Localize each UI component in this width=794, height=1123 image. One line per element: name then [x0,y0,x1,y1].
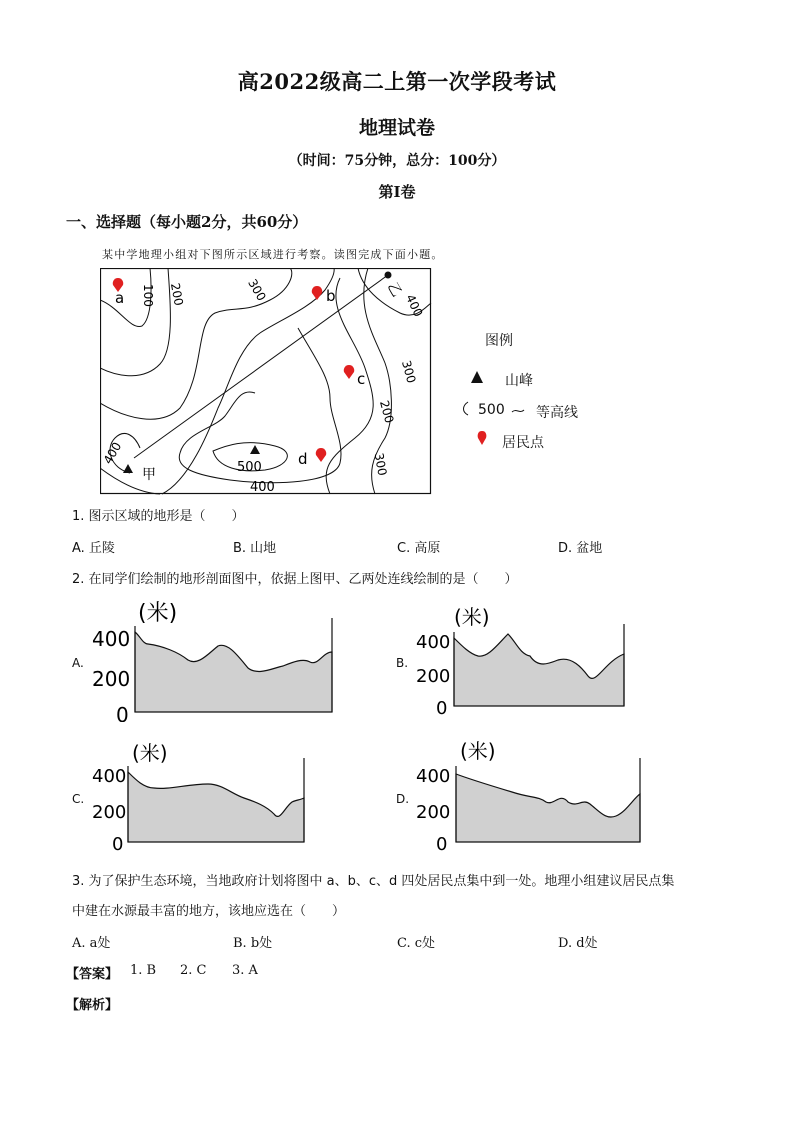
legend-contour-value: 500 [478,402,505,418]
label-yi: 乙 [383,279,405,300]
peak-icon-jia [123,464,133,473]
profile-c-tick-0: 0 [112,834,124,853]
profile-d-tick-200: 200 [416,802,451,823]
contour-label-400-jia: 400 [100,439,125,467]
profile-b-tick-200: 200 [416,666,451,687]
q3-option-a: A. a处 [72,936,111,951]
settlement-icon-d [316,448,327,462]
legend-title: 图例 [485,333,513,349]
profile-d-tick-0: 0 [436,834,448,854]
analysis-label: 【解析】 [66,998,119,1013]
profile-c-tick-200: 200 [92,802,127,823]
q3-option-b: B. b处 [233,936,273,951]
legend-contour-label: 等高线 [536,405,578,421]
legend-peak-label: 山峰 [505,373,533,389]
q1-option-a: A. 丘陵 [72,541,115,556]
legend-settlement-label: 居民点 [502,435,544,451]
exam-title: 高2022级高二上第一次学段考试 [237,69,557,94]
answer-3: 3. A [232,963,258,978]
peak-icon-center [250,445,260,454]
answer-label: 【答案】 [66,967,119,982]
q1-option-d: D. 盆地 [558,541,603,556]
profile-c-unit: (米) [132,741,168,765]
q3-option-d: D. d处 [558,936,598,951]
contour-label-500: 500 [237,460,262,475]
profile-a-unit: (米) [138,601,178,626]
label-b: b [326,287,336,305]
contour-label-400-south: 400 [250,480,275,495]
legend-settlement-icon [476,430,488,446]
contour-label-300-south: 300 [371,451,390,477]
profile-a-tick-400: 400 [92,627,131,651]
section-heading: 一、选择题（每小题2分，共60分） [66,213,308,231]
profile-c-tick-400: 400 [92,766,127,787]
contour-map [100,268,432,496]
contour-label-100: 100 [141,284,155,307]
profile-c-letter: C. [72,792,85,806]
profile-a-tick-200: 200 [92,667,131,691]
q1-option-b: B. 山地 [233,541,277,556]
volume-label: 第Ⅰ卷 [378,183,416,201]
settlement-icon-c [344,365,355,379]
question-1-stem: 1. 图示区域的地形是（ ） [72,509,245,524]
question-2-stem: 2. 在同学们绘制的地形剖面图中，依据上图甲、乙两处连线绘制的是（ ） [72,572,518,587]
exam-subject: 地理试卷 [358,117,435,139]
contour-label-300-east: 300 [398,358,419,385]
profile-a-chart [88,596,338,722]
contour-200-west [100,268,170,376]
profile-a-letter: A. [72,656,84,670]
settlement-icon-b [312,286,323,300]
profile-b-unit: (米) [454,605,490,629]
profile-b-tick-0: 0 [436,698,448,717]
q1-option-c: C. 高原 [397,541,441,556]
profile-d-letter: D. [396,792,410,806]
label-d: d [298,450,308,468]
profile-d-tick-400: 400 [416,766,451,787]
profile-b-tick-400: 400 [416,632,451,653]
label-c: c [357,370,366,388]
contour-label-200: 200 [167,281,186,307]
profile-d-chart [412,736,648,854]
label-jia: 甲 [142,467,156,483]
profile-b-chart [412,602,632,717]
q3-option-c: C. c处 [397,936,436,951]
contour-200-center [326,278,373,494]
question-3-stem-line2: 中建在水源最丰富的地方，该地应选在（ ） [72,904,346,919]
contour-label-200-center: 200 [376,398,397,425]
answer-1: 1. B [130,963,157,978]
contour-label-300: 300 [245,276,269,304]
contour-label-400-east: 400 [403,292,426,319]
answer-2: 2. C [180,963,207,978]
profile-b-letter: B. [396,656,409,670]
section-intro: 某中学地理小组对下图所示区域进行考察。读图完成下面小题。 [102,248,444,261]
legend-peak-icon [470,370,484,384]
yi-point [385,272,392,279]
profile-a-tick-0: 0 [116,703,129,722]
exam-info: （时间：75分钟，总分：100分） [288,153,506,169]
label-a: a [115,289,125,307]
question-3-stem-line1: 3. 为了保护生态环境，当地政府计划将图中 a、b、c、d 四处居民点集中到一处。地理小组建议居民点集 [72,874,675,889]
profile-c-chart [88,738,312,853]
profile-d-unit: (米) [460,739,496,763]
